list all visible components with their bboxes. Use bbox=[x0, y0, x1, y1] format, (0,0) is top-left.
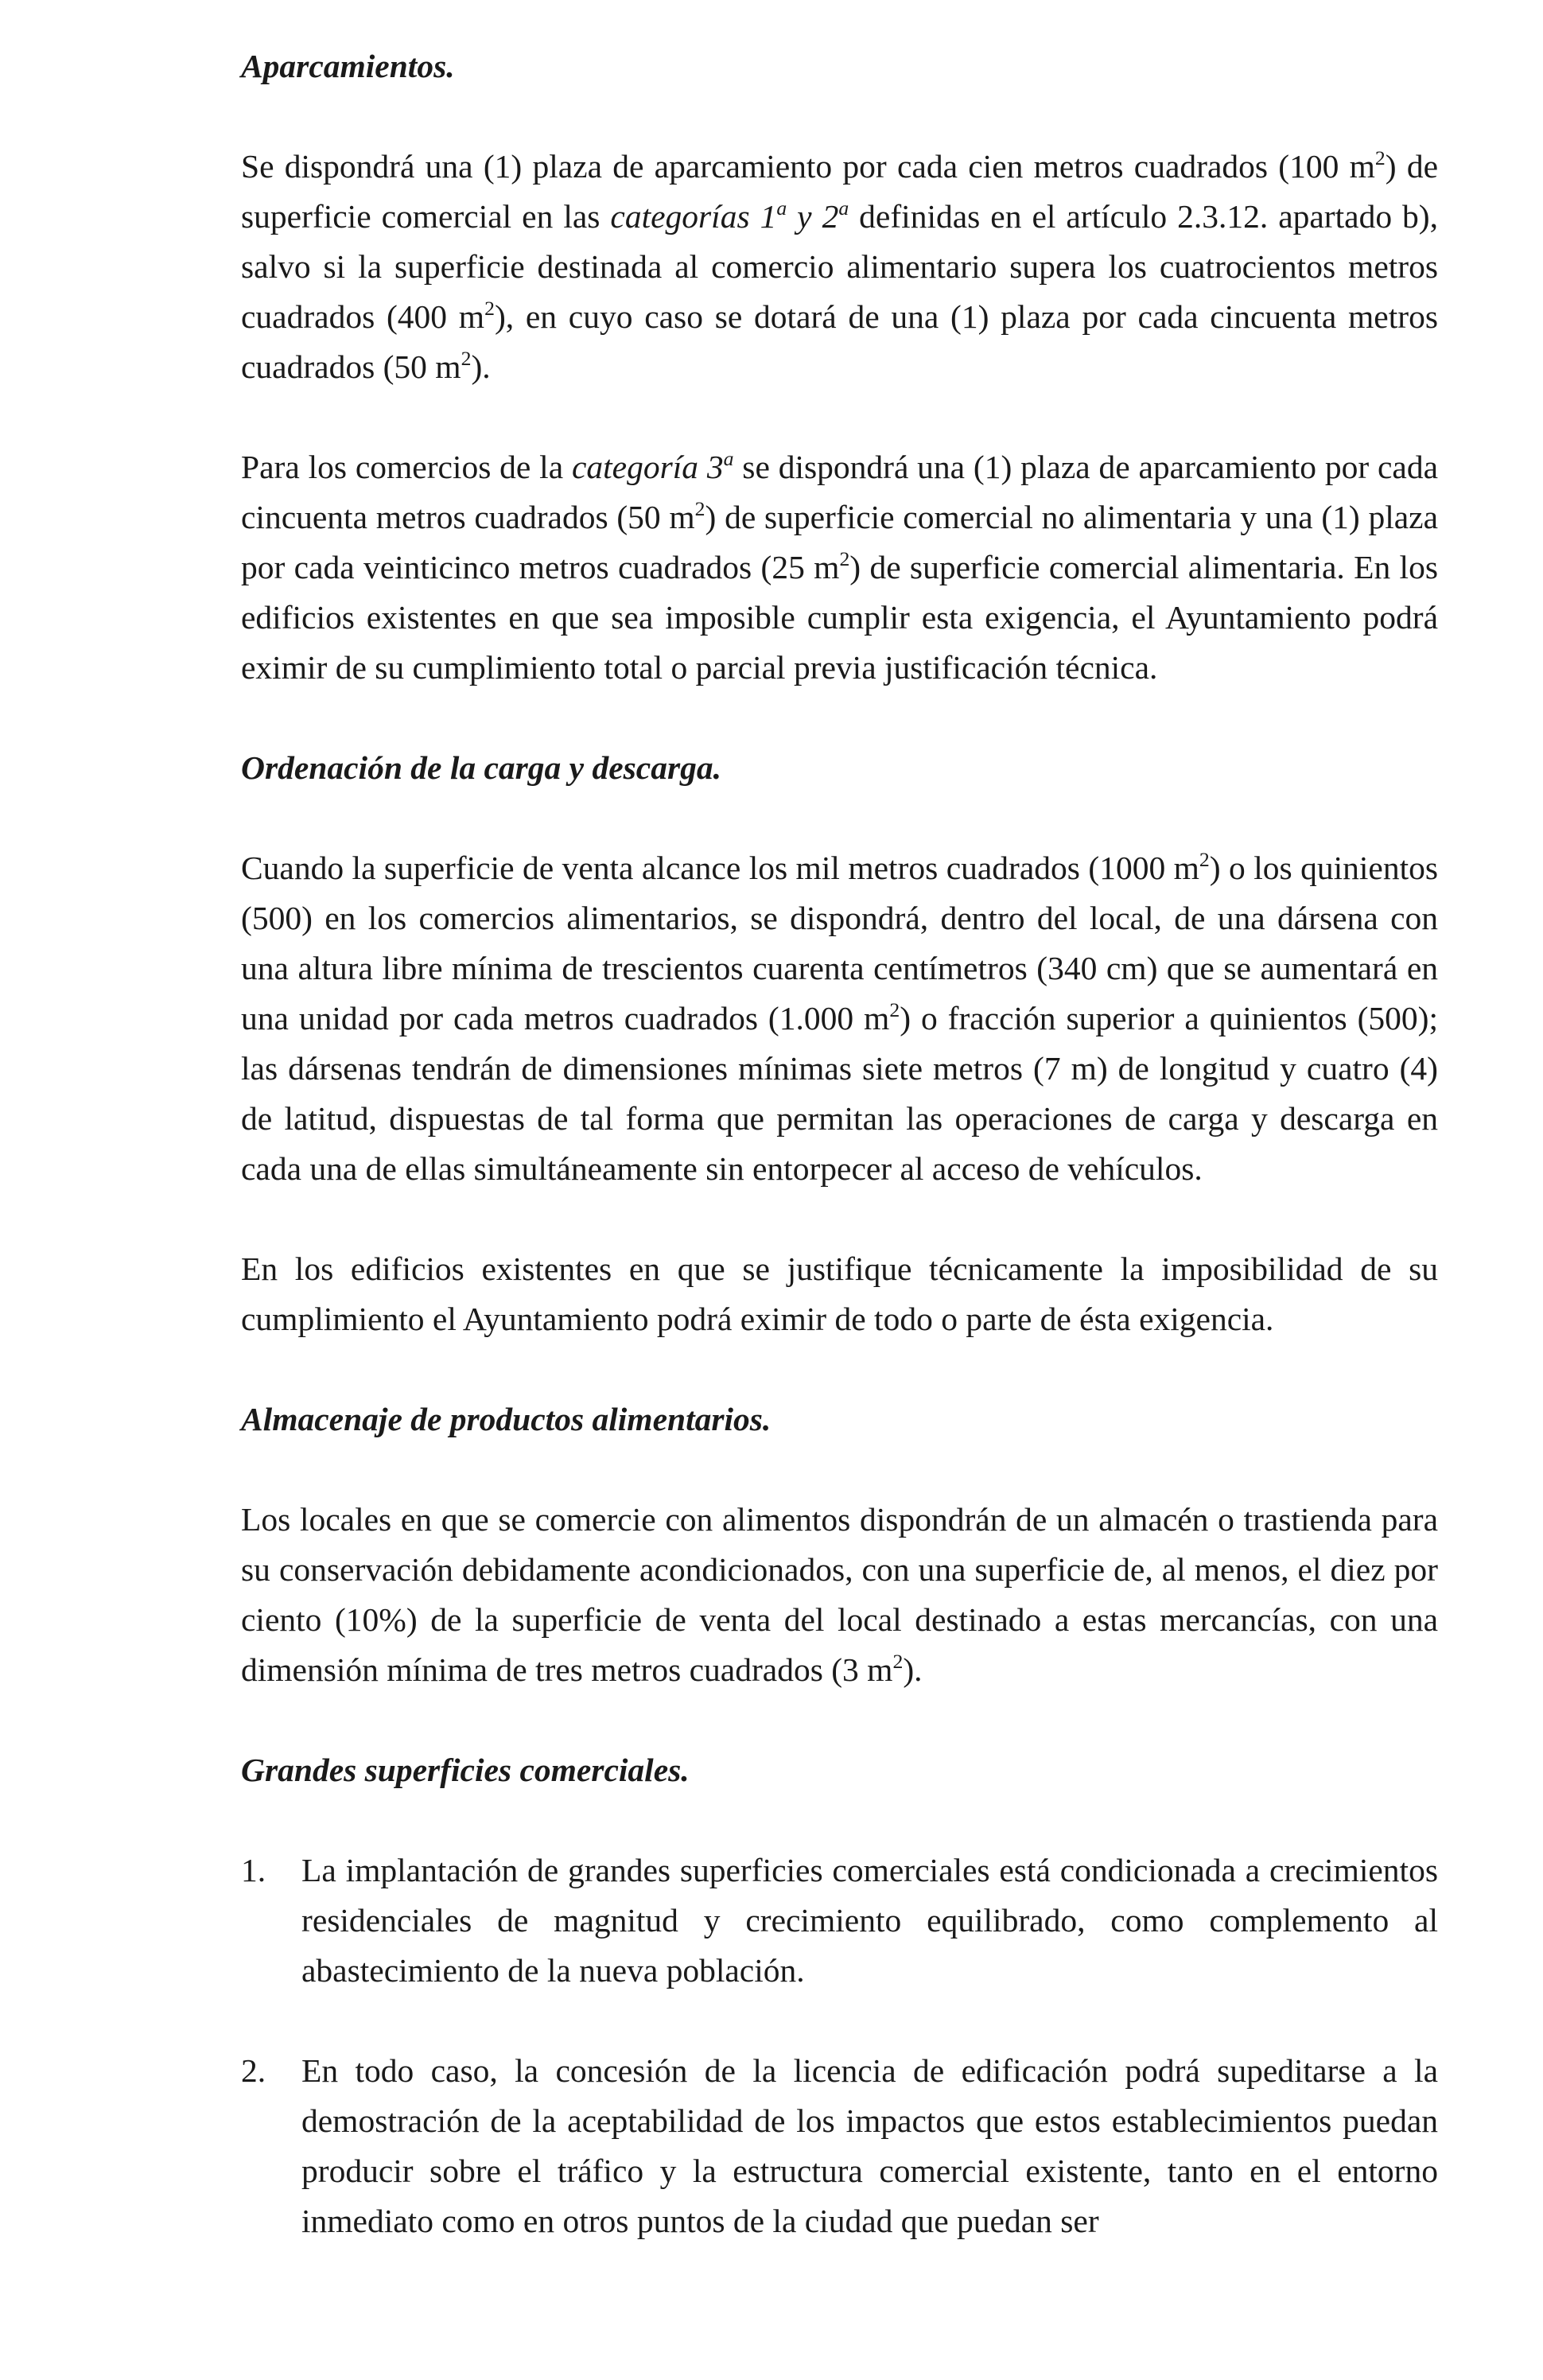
heading-loading: Ordenación de la carga y descarga. bbox=[241, 749, 721, 786]
spacer bbox=[241, 1695, 1438, 1745]
heading-parking: Aparcamientos. bbox=[241, 48, 455, 84]
superscript: a bbox=[838, 196, 849, 220]
paragraph-parking-2 bbox=[241, 442, 1438, 693]
italic-run: y 2 bbox=[787, 198, 839, 235]
spacer bbox=[241, 1795, 1438, 1845]
list-item bbox=[241, 2046, 1438, 2246]
spacer bbox=[241, 392, 1438, 442]
text-run: ) o fracción superior a quinientos (500); las dársenas tendrán de dimensiones mínimas siete metros (7 m) de longitud y cuatro (4) de latitud, dispuestas de tal forma que permitan las operaciones de carga y descarga en cada una de ellas simultáneamente sin entorpecer al acceso de vehículos. bbox=[241, 1000, 1438, 1187]
superscript: 2 bbox=[1374, 146, 1386, 170]
superscript: 2 bbox=[892, 1650, 904, 1674]
spacer bbox=[241, 1996, 1438, 2046]
paragraph-loading-2: En los edificios existentes en que se justifique técnicamente la imposibilidad de su cumplimiento el Ayuntamiento podrá eximir de todo o parte de ésta exigencia. bbox=[241, 1250, 1438, 1337]
text-run: Para los comercios de la bbox=[241, 449, 572, 485]
text-run: se dispondrá una (1) plaza de aparcamiento por cada cincuenta metros cuadrados (50 m bbox=[241, 449, 1438, 535]
text-run: Se dispondrá una (1) plaza de aparcamiento por cada cien metros cuadrados (100 m bbox=[241, 148, 1375, 185]
superscript: 2 bbox=[1199, 848, 1210, 872]
heading-large-stores: Grandes superficies comerciales. bbox=[241, 1752, 690, 1788]
text-run: Cuando la superficie de venta alcance los mil metros cuadrados (1000 m bbox=[241, 850, 1199, 886]
spacer bbox=[241, 1194, 1438, 1244]
paragraph-loading-1 bbox=[241, 843, 1438, 1194]
superscript: a bbox=[723, 447, 734, 471]
list-number: 2. bbox=[241, 2052, 266, 2089]
spacer bbox=[241, 91, 1438, 142]
list-item bbox=[241, 1845, 1438, 1996]
italic-run: categorías 1 bbox=[610, 198, 777, 235]
superscript: 2 bbox=[889, 998, 900, 1022]
spacer bbox=[241, 1445, 1438, 1495]
spacer bbox=[241, 793, 1438, 843]
list-text: En todo caso, la concesión de la licencia de edificación podrá supeditarse a la demostración de la aceptabilidad de los impactos que estos establecimientos puedan producir sobre el tráfico y la estructura comercial existente, tanto en el entorno inmediato como en otros puntos de la ciudad que puedan ser bbox=[301, 2052, 1438, 2239]
superscript: 2 bbox=[694, 497, 705, 521]
text-run: ) de superficie comercial alimentaria. En los edificios existentes en que sea imposible cumplir esta exigencia, el Ayuntamiento podrá eximir de su cumplimiento total o parcial previa justificación técnica. bbox=[241, 549, 1438, 686]
text-run: definidas en el artículo 2.3.12. apartado b), salvo si la superficie destinada al comercio alimentario supera los cuatrocientos metros cuadrados (400 m bbox=[241, 198, 1439, 335]
superscript: 2 bbox=[461, 347, 472, 371]
paragraph-storage-1 bbox=[241, 1495, 1438, 1695]
italic-run: categoría 3 bbox=[571, 449, 724, 485]
heading-storage: Almacenaje de productos alimentarios. bbox=[241, 1401, 772, 1437]
text-run: ) de superficie comercial no alimentaria y una (1) plaza por cada veinticinco metros cuadrados (25 m bbox=[241, 499, 1438, 585]
text-run: ) o los quinientos (500) en los comercios alimentarios, se dispondrá, dentro del local, de una dársena con una altura libre mínima de trescientos cuarenta centímetros (340 cm) que se aumentará en una unidad por cada metros cuadrados (1.000 m bbox=[241, 850, 1438, 1036]
paragraph-parking-1 bbox=[241, 142, 1438, 392]
superscript: a bbox=[776, 196, 787, 220]
text-run: Los locales en que se comercie con alimentos dispondrán de un almacén o trastienda para su conservación debidamente acondicionados, con una superficie de, al menos, el diez por ciento (10%) de la superficie de venta del local destinado a estas mercancías, con una dimensión mínima de tres metros cuadrados (3 m bbox=[241, 1501, 1438, 1688]
spacer bbox=[241, 1344, 1438, 1394]
document-page bbox=[241, 41, 1438, 2246]
text-run: ) de superficie comercial en las bbox=[241, 148, 1438, 235]
list-text: La implantación de grandes superficies comerciales está condicionada a crecimientos residenciales de magnitud y crecimiento equilibrado, como complemento al abastecimiento de la nueva población. bbox=[301, 1852, 1438, 1989]
superscript: 2 bbox=[484, 297, 495, 321]
superscript: 2 bbox=[839, 547, 850, 571]
text-run: ). bbox=[471, 348, 491, 385]
list-number: 1. bbox=[241, 1852, 266, 1888]
text-run: ). bbox=[903, 1651, 923, 1688]
text-run: ), en cuyo caso se dotará de una (1) plaza por cada cincuenta metros cuadrados (50 m bbox=[241, 298, 1438, 385]
spacer bbox=[241, 693, 1438, 743]
